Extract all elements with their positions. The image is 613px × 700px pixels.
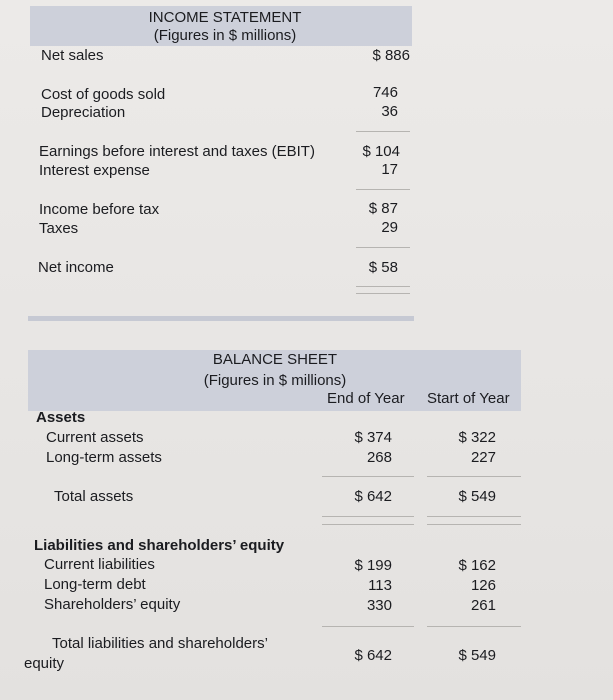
subtotal-rule [322,476,414,477]
current-assets-label: Current assets [46,429,144,446]
long-term-debt-start: 126 [470,577,496,594]
ebit-label: Earnings before interest and taxes (EBIT) [39,143,315,160]
shareholders-equity-start: 261 [470,597,496,614]
interest-expense-label: Interest expense [39,162,150,179]
taxes-value: 29 [381,219,398,236]
depreciation-label: Depreciation [41,104,126,121]
column-header-end-of-year: End of Year [327,390,405,407]
assets-heading: Assets [36,409,86,426]
double-underline [427,516,521,517]
double-underline [322,524,414,525]
taxes-label: Taxes [39,220,79,237]
net-income-value: $ 58 [368,259,398,276]
current-liabilities-end: $ 199 [354,557,392,574]
income-statement-title: INCOME STATEMENT [148,9,302,26]
balance-sheet-subtitle: (Figures in $ millions) [203,372,347,389]
current-liabilities-label: Current liabilities [44,556,155,573]
cogs-value: 746 [372,84,398,101]
long-term-assets-label: Long-term assets [46,449,162,466]
net-sales-label: Net sales [41,47,104,64]
long-term-debt-end: 113 [368,577,392,594]
double-underline [356,293,410,294]
subtotal-rule [427,626,521,627]
total-assets-end: $ 642 [354,488,392,505]
liabilities-heading: Liabilities and shareholders’ equity [34,537,285,554]
total-assets-start: $ 549 [458,488,496,505]
total-liabilities-end: $ 642 [354,647,392,664]
income-before-tax-value: $ 87 [368,200,398,217]
shareholders-equity-end: 330 [366,597,392,614]
net-sales-value: $ 886 [372,47,410,64]
long-term-assets-end: 268 [366,449,392,466]
double-underline [322,516,414,517]
double-underline [427,524,521,525]
subtotal-rule [322,626,414,627]
current-liabilities-start: $ 162 [458,557,496,574]
ebit-value: $ 104 [362,143,400,160]
balance-sheet-title: BALANCE SHEET [212,351,338,368]
cogs-label: Cost of goods sold [41,86,166,103]
total-liabilities-start: $ 549 [458,647,496,664]
depreciation-value: 36 [381,103,398,120]
shareholders-equity-label: Shareholders’ equity [44,596,181,613]
long-term-debt-label: Long-term debt [44,576,146,593]
income-before-tax-label: Income before tax [39,201,160,218]
section-divider-band [28,316,414,321]
interest-expense-value: 17 [381,161,398,178]
double-underline [356,286,410,287]
current-assets-start: $ 322 [458,429,496,446]
total-liabilities-label-line2: equity [24,655,65,672]
current-assets-end: $ 374 [354,429,392,446]
total-liabilities-label-line1: Total liabilities and shareholders’ [52,635,268,652]
income-statement-subtitle: (Figures in $ millions) [153,27,297,44]
long-term-assets-start: 227 [470,449,496,466]
subtotal-rule [356,131,410,132]
subtotal-rule [356,247,410,248]
total-assets-label: Total assets [54,488,134,505]
subtotal-rule [356,189,410,190]
column-header-start-of-year: Start of Year [427,390,510,407]
subtotal-rule [427,476,521,477]
net-income-label: Net income [38,259,114,276]
